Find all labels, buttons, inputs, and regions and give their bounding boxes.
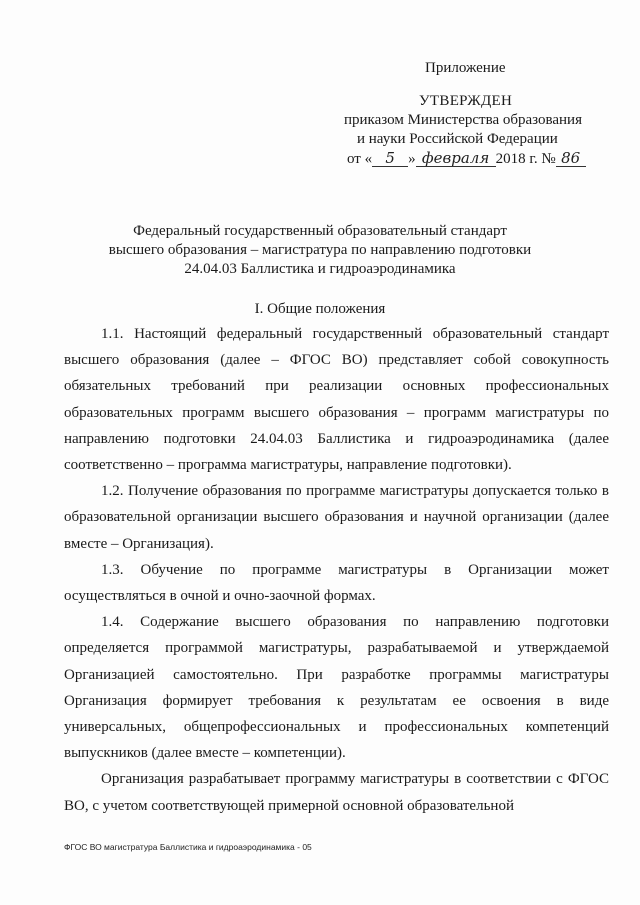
- section-heading: I. Общие положения: [254, 301, 386, 317]
- title-line-2: высшего образования – магистратура по направлению подготовки: [108, 242, 532, 258]
- title-line-1: Федеральный государственный образовательный стандарт: [133, 223, 507, 239]
- order-mid: »: [408, 151, 416, 167]
- document-body: [64, 321, 609, 819]
- order-year: 2018 г. №: [495, 151, 556, 167]
- paragraph-1-1: 1.1. Настоящий федеральный государственный образовательный стандарт высшего образования (далее – ФГОС ВО) представляет собой совокупность обязательных требований при реализации основных профессиональных образовательных программ высшего образования – программ магистратуры по направлению подготовки 24.04.03 Баллистика и гидроаэродинамика (далее соответственно – программа магистратуры, направление подготовки).: [64, 326, 609, 474]
- paragraph-organization: Организация разрабатывает программу магистратуры в соответствии с ФГОС ВО, с учетом соответствующей примерной основной образовательной: [64, 771, 609, 814]
- paragraph-1-2: 1.2. Получение образования по программе магистратуры допускается только в образовательной организации высшего образования и научной организации (далее вместе – Организация).: [64, 483, 609, 552]
- order-date-line: [347, 150, 586, 168]
- paragraph-1-3: 1.3. Обучение по программе магистратуры в Организации может осуществляться в очной и очно-заочной формах.: [64, 561, 609, 605]
- approved-label: УТВЕРЖДЕН: [419, 93, 513, 109]
- page-footer: ФГОС ВО магистратура Баллистика и гидроаэродинамика - 05: [64, 842, 312, 852]
- order-line-2: и науки Российской Федерации: [357, 131, 558, 147]
- order-line-1: приказом Министерства образования: [344, 112, 582, 128]
- document-title: [0, 222, 640, 279]
- title-line-3: 24.04.03 Баллистика и гидроаэродинамика: [184, 261, 456, 277]
- order-day-handwritten: 5: [372, 150, 408, 167]
- paragraph-1-4: 1.4. Содержание высшего образования по направлению подготовки определяется программой магистратуры, разрабатываемой и утверждаемой Организацией самостоятельно. При разработке программы магистратуры Организация формирует требования к результатам ее освоения в виде универсальных, общепрофессиональных и профессиональных компетенций выпускников (далее вместе – компетенции).: [64, 614, 609, 762]
- order-number-handwritten: 86: [556, 150, 586, 167]
- order-month-handwritten: февраля: [416, 150, 496, 167]
- order-prefix: от «: [347, 151, 373, 167]
- appendix-label: Приложение: [425, 60, 506, 76]
